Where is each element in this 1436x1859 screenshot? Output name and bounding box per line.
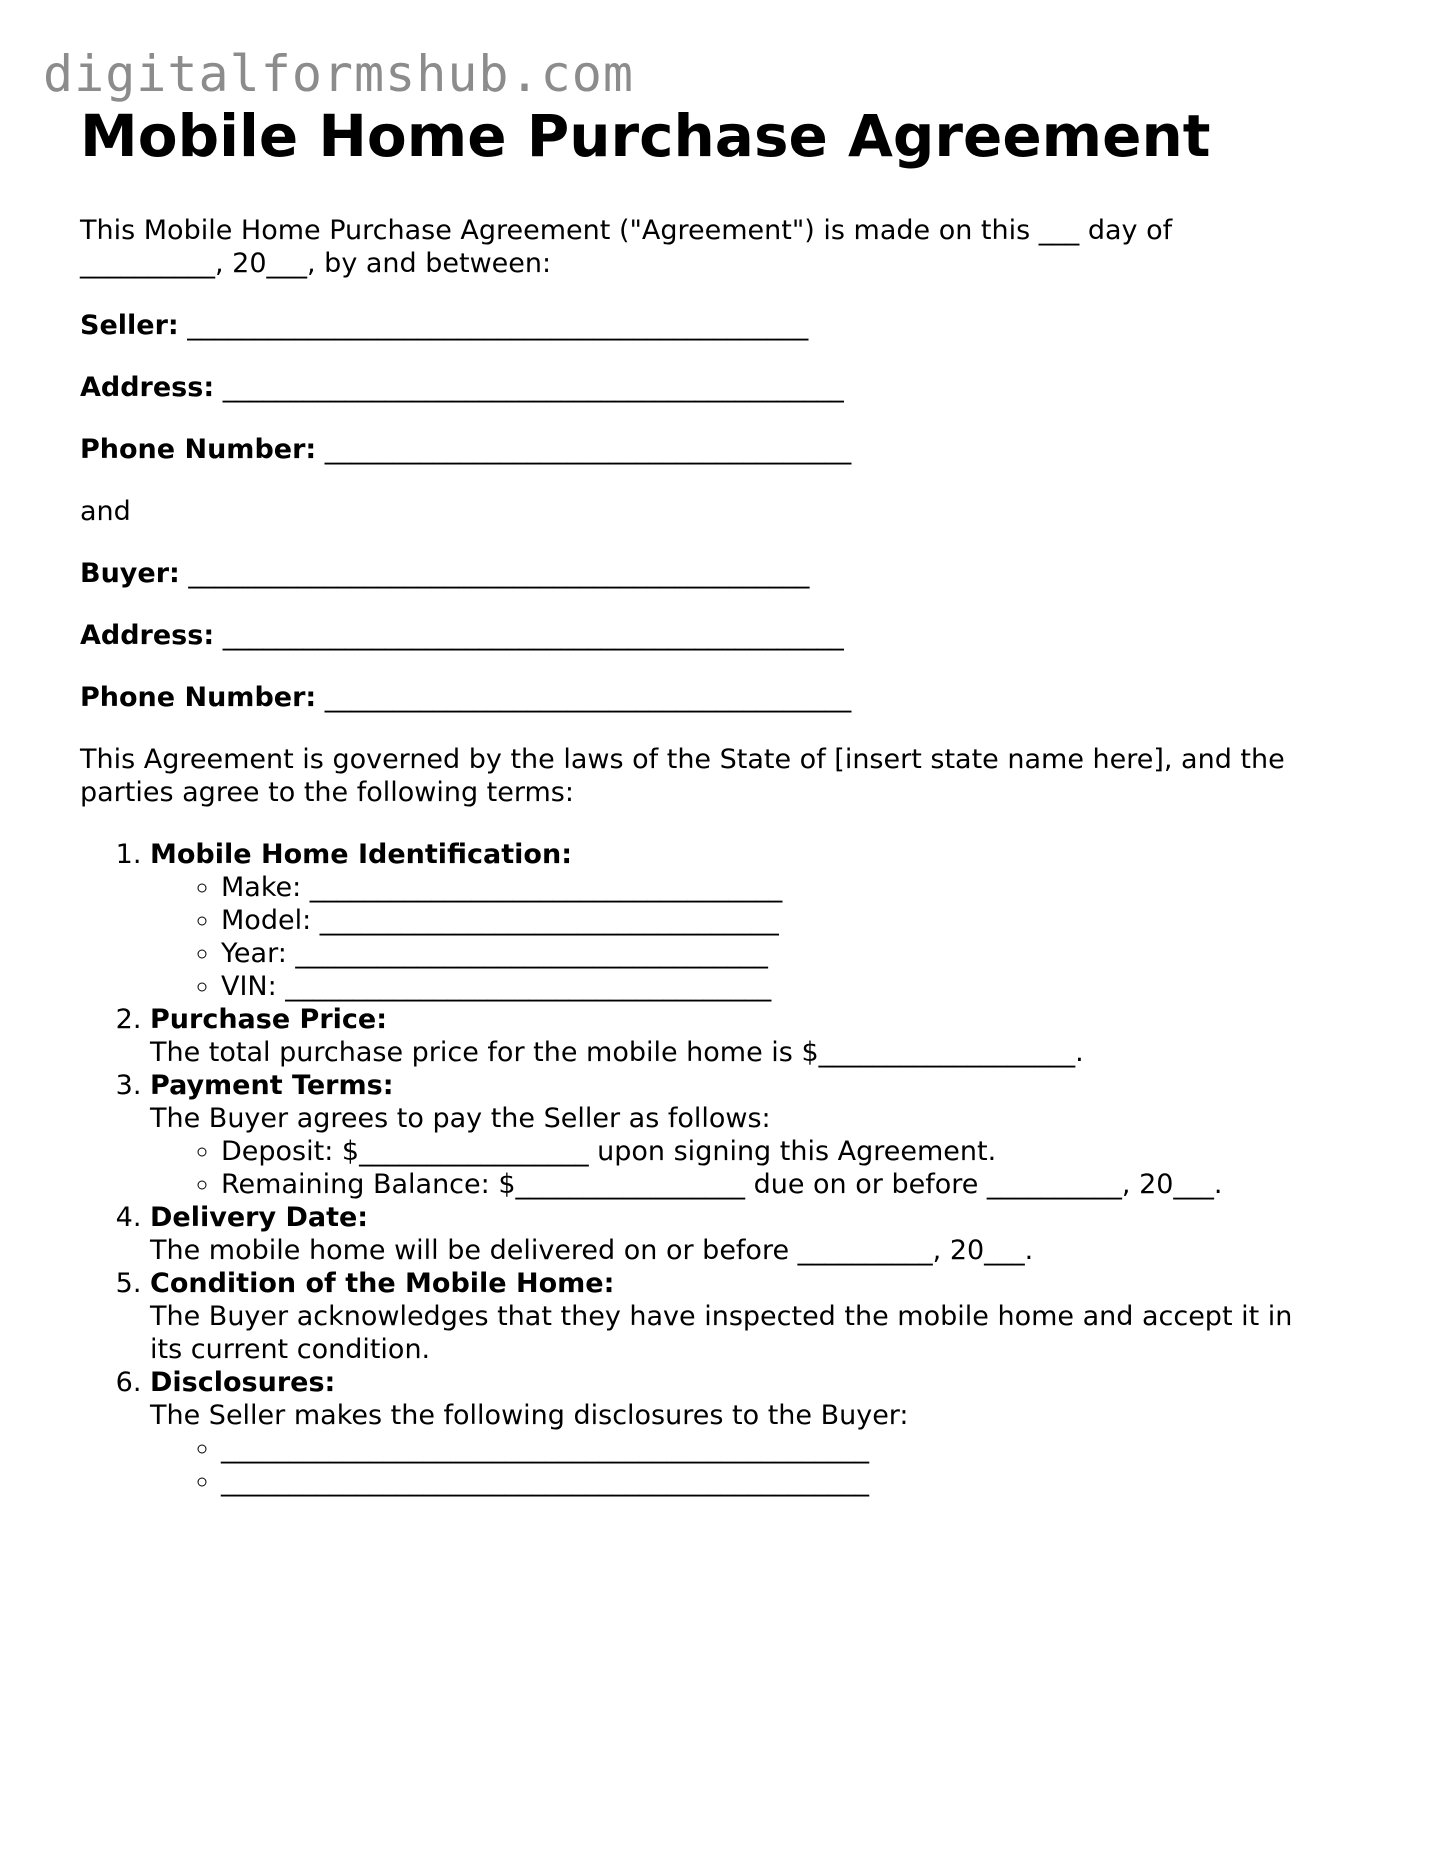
term-delivery — [150, 1201, 1370, 1267]
purchase-price-title: Purchase Price: — [150, 1004, 388, 1035]
term-payment — [150, 1069, 1370, 1201]
term-purchase-price — [150, 1003, 1370, 1069]
purchase-price-text: The total purchase price for the mobile home is $___________________. — [150, 1037, 1084, 1068]
delivery-title: Delivery Date: — [150, 1202, 369, 1233]
balance-field: ◦ Remaining Balance: $_________________ due on or before __________, 20___. — [221, 1168, 1370, 1201]
delivery-text: The mobile home will be delivered on or before __________, 20___. — [150, 1235, 1034, 1266]
document-title: Mobile Home Purchase Agreement — [80, 102, 1211, 170]
model-field: ◦ Model: __________________________________ — [221, 904, 1370, 937]
payment-text: The Buyer agrees to pay the Seller as follows: — [150, 1103, 771, 1134]
condition-title: Condition of the Mobile Home: — [150, 1268, 615, 1299]
vin-field: ◦ VIN: ____________________________________ — [221, 970, 1370, 1003]
seller-name-label: Seller: — [80, 310, 179, 341]
watermark: digitalformshub.com — [43, 45, 634, 103]
term-disclosures — [150, 1366, 1370, 1498]
seller-name-blank: ______________________________________________ — [187, 310, 809, 341]
buyer-phone-blank: _______________________________________ — [324, 682, 852, 713]
condition-line-2: its current condition. — [150, 1334, 431, 1365]
disclosure-blank-1: ◦ ________________________________________________ — [221, 1432, 1370, 1465]
buyer-name-label: Buyer: — [80, 558, 180, 589]
identification-list — [150, 871, 1370, 1003]
terms-list — [80, 838, 1370, 1498]
deposit-field: ◦ Deposit: $_________________ upon signing this Agreement. — [221, 1135, 1370, 1168]
buyer-address-field — [80, 619, 1370, 652]
document-body — [80, 100, 1370, 1498]
term-identification — [150, 838, 1370, 1003]
buyer-address-label: Address: — [80, 620, 215, 651]
payment-list — [150, 1135, 1370, 1201]
condition-line-1: The Buyer acknowledges that they have inspected the mobile home and accept it in — [150, 1301, 1293, 1332]
buyer-phone-label: Phone Number: — [80, 682, 317, 713]
governing-line-1: This Agreement is governed by the laws of the State of [insert state name here], and the — [80, 744, 1285, 775]
and-text: and — [80, 496, 131, 527]
seller-address-blank: ______________________________________________ — [222, 372, 844, 403]
seller-phone-label: Phone Number: — [80, 434, 317, 465]
intro-line-1: This Mobile Home Purchase Agreement ("Agreement") is made on this ___ day of — [80, 215, 1173, 246]
payment-title: Payment Terms: — [150, 1070, 394, 1101]
seller-name-field — [80, 309, 1370, 342]
seller-address-label: Address: — [80, 372, 215, 403]
buyer-address-blank: ______________________________________________ — [222, 620, 844, 651]
buyer-name-blank: ______________________________________________ — [188, 558, 810, 589]
identification-title: Mobile Home Identification: — [150, 839, 572, 870]
year-field: ◦ Year: ___________________________________ — [221, 937, 1370, 970]
seller-phone-blank: _______________________________________ — [324, 434, 852, 465]
disclosure-blank-2: ◦ ________________________________________________ — [221, 1465, 1370, 1498]
intro-paragraph — [80, 214, 1370, 280]
buyer-phone-field — [80, 681, 1370, 714]
disclosures-title: Disclosures: — [150, 1367, 336, 1398]
governing-line-2: parties agree to the following terms: — [80, 777, 574, 808]
disclosures-list — [150, 1432, 1370, 1498]
term-condition — [150, 1267, 1370, 1366]
make-field: ◦ Make: ___________________________________ — [221, 871, 1370, 904]
buyer-name-field — [80, 557, 1370, 590]
seller-address-field — [80, 371, 1370, 404]
intro-line-2: __________, 20___, by and between: — [80, 248, 552, 279]
disclosures-text: The Seller makes the following disclosures to the Buyer: — [150, 1400, 909, 1431]
seller-phone-field — [80, 433, 1370, 466]
condition-text — [150, 1300, 1370, 1366]
governing-paragraph — [80, 743, 1370, 809]
